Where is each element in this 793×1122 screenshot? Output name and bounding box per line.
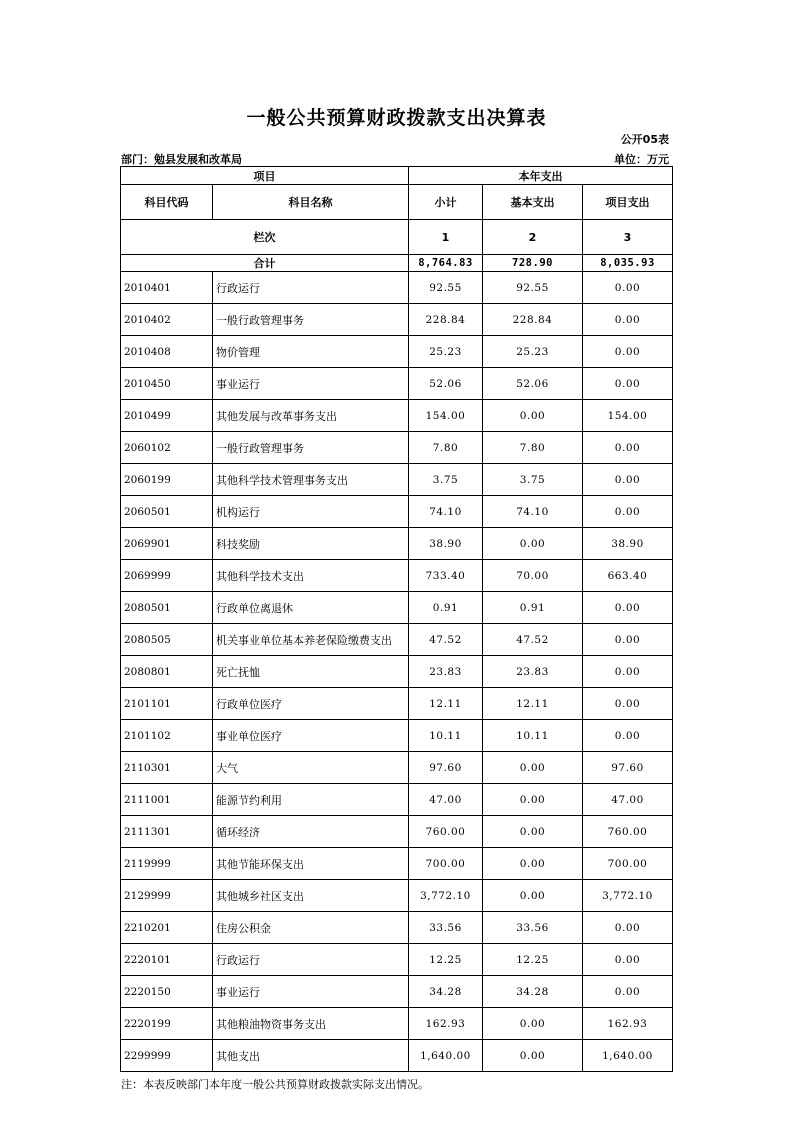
row-subtotal: 3,772.10 <box>409 880 483 912</box>
row-subtotal: 34.28 <box>409 976 483 1008</box>
row-basic: 33.56 <box>483 912 583 944</box>
row-subtotal: 0.91 <box>409 592 483 624</box>
row-basic: 0.00 <box>483 1008 583 1040</box>
total-project: 8,035.93 <box>583 255 673 272</box>
table-row <box>121 880 673 912</box>
row-code: 2010499 <box>121 400 213 432</box>
row-subtotal: 154.00 <box>409 400 483 432</box>
row-basic: 0.91 <box>483 592 583 624</box>
total-basic: 728.90 <box>483 255 583 272</box>
row-subtotal: 97.60 <box>409 752 483 784</box>
row-basic: 0.00 <box>483 880 583 912</box>
row-project: 0.00 <box>583 336 673 368</box>
row-name: 行政运行 <box>213 944 409 976</box>
row-project: 0.00 <box>583 368 673 400</box>
total-label: 合计 <box>121 255 409 272</box>
row-name: 能源节约利用 <box>213 784 409 816</box>
table-row <box>121 624 673 656</box>
unit-label: 单位：万元 <box>614 153 669 166</box>
row-basic: 0.00 <box>483 400 583 432</box>
total-row <box>121 255 673 272</box>
row-name: 行政单位离退休 <box>213 592 409 624</box>
department-label: 部门：勉县发展和改革局 <box>121 153 242 166</box>
row-code: 2101102 <box>121 720 213 752</box>
row-project: 0.00 <box>583 624 673 656</box>
row-basic: 228.84 <box>483 304 583 336</box>
row-basic: 0.00 <box>483 848 583 880</box>
row-project: 700.00 <box>583 848 673 880</box>
row-subtotal: 25.23 <box>409 336 483 368</box>
row-code: 2010402 <box>121 304 213 336</box>
row-project: 0.00 <box>583 496 673 528</box>
row-basic: 52.06 <box>483 368 583 400</box>
table-row <box>121 1008 673 1040</box>
expenditure-table <box>120 166 673 1072</box>
row-project: 663.40 <box>583 560 673 592</box>
row-name: 其他粮油物资事务支出 <box>213 1008 409 1040</box>
row-subtotal: 92.55 <box>409 272 483 304</box>
row-code: 2080501 <box>121 592 213 624</box>
row-code: 2220150 <box>121 976 213 1008</box>
header-project-exp: 项目支出 <box>583 185 673 220</box>
footnote: 注：本表反映部门本年度一般公共预算财政拨款实际支出情况。 <box>121 1078 429 1091</box>
row-project: 154.00 <box>583 400 673 432</box>
row-name: 机关事业单位基本养老保险缴费支出 <box>213 624 409 656</box>
row-project: 3,772.10 <box>583 880 673 912</box>
row-basic: 0.00 <box>483 784 583 816</box>
row-project: 38.90 <box>583 528 673 560</box>
row-name: 其他科学技术支出 <box>213 560 409 592</box>
header-current-year: 本年支出 <box>409 167 673 185</box>
header-col-2: 2 <box>483 220 583 255</box>
row-subtotal: 33.56 <box>409 912 483 944</box>
row-project: 97.60 <box>583 752 673 784</box>
row-basic: 0.00 <box>483 528 583 560</box>
row-subtotal: 162.93 <box>409 1008 483 1040</box>
row-code: 2119999 <box>121 848 213 880</box>
table-row <box>121 304 673 336</box>
row-code: 2010401 <box>121 272 213 304</box>
row-subtotal: 47.00 <box>409 784 483 816</box>
header-row-order <box>121 220 673 255</box>
row-basic: 0.00 <box>483 752 583 784</box>
row-basic: 12.11 <box>483 688 583 720</box>
header-col-3: 3 <box>583 220 673 255</box>
table-row <box>121 912 673 944</box>
row-subtotal: 74.10 <box>409 496 483 528</box>
table-row <box>121 560 673 592</box>
header-code: 科目代码 <box>121 185 213 220</box>
row-basic: 92.55 <box>483 272 583 304</box>
header-basic: 基本支出 <box>483 185 583 220</box>
row-code: 2060501 <box>121 496 213 528</box>
row-basic: 7.80 <box>483 432 583 464</box>
row-basic: 34.28 <box>483 976 583 1008</box>
row-code: 2111001 <box>121 784 213 816</box>
row-code: 2220199 <box>121 1008 213 1040</box>
row-name: 其他发展与改革事务支出 <box>213 400 409 432</box>
header-project: 项目 <box>121 167 409 185</box>
header-col-1: 1 <box>409 220 483 255</box>
row-name: 其他支出 <box>213 1040 409 1072</box>
row-subtotal: 12.25 <box>409 944 483 976</box>
row-name: 行政运行 <box>213 272 409 304</box>
row-basic: 0.00 <box>483 816 583 848</box>
row-name: 机构运行 <box>213 496 409 528</box>
row-project: 0.00 <box>583 688 673 720</box>
page-title: 一般公共预算财政拨款支出决算表 <box>246 107 547 129</box>
row-code: 2060199 <box>121 464 213 496</box>
table-row <box>121 368 673 400</box>
row-name: 大气 <box>213 752 409 784</box>
row-name: 事业运行 <box>213 976 409 1008</box>
header-name: 科目名称 <box>213 185 409 220</box>
row-subtotal: 12.11 <box>409 688 483 720</box>
table-row <box>121 752 673 784</box>
table-row <box>121 944 673 976</box>
row-subtotal: 38.90 <box>409 528 483 560</box>
row-subtotal: 7.80 <box>409 432 483 464</box>
header-row-group <box>121 167 673 185</box>
row-basic: 0.00 <box>483 1040 583 1072</box>
row-code: 2010408 <box>121 336 213 368</box>
row-project: 0.00 <box>583 976 673 1008</box>
table-row <box>121 848 673 880</box>
row-subtotal: 47.52 <box>409 624 483 656</box>
row-name: 其他节能环保支出 <box>213 848 409 880</box>
table-row <box>121 688 673 720</box>
row-basic: 25.23 <box>483 336 583 368</box>
row-project: 0.00 <box>583 464 673 496</box>
row-project: 760.00 <box>583 816 673 848</box>
table-row <box>121 432 673 464</box>
row-project: 0.00 <box>583 944 673 976</box>
row-name: 事业运行 <box>213 368 409 400</box>
table-row <box>121 336 673 368</box>
row-name: 行政单位医疗 <box>213 688 409 720</box>
header-subtotal: 小计 <box>409 185 483 220</box>
row-subtotal: 10.11 <box>409 720 483 752</box>
row-name: 物价管理 <box>213 336 409 368</box>
row-code: 2080801 <box>121 656 213 688</box>
row-name: 死亡抚恤 <box>213 656 409 688</box>
row-project: 0.00 <box>583 304 673 336</box>
row-code: 2010450 <box>121 368 213 400</box>
total-subtotal: 8,764.83 <box>409 255 483 272</box>
row-subtotal: 3.75 <box>409 464 483 496</box>
table-row <box>121 272 673 304</box>
row-name: 其他科学技术管理事务支出 <box>213 464 409 496</box>
row-name: 循环经济 <box>213 816 409 848</box>
table-row <box>121 976 673 1008</box>
row-basic: 10.11 <box>483 720 583 752</box>
table-row <box>121 1040 673 1072</box>
row-name: 一般行政管理事务 <box>213 432 409 464</box>
table-row <box>121 720 673 752</box>
form-number: 公开05表 <box>620 133 669 146</box>
row-project: 0.00 <box>583 592 673 624</box>
row-code: 2069999 <box>121 560 213 592</box>
row-code: 2110301 <box>121 752 213 784</box>
row-basic: 47.52 <box>483 624 583 656</box>
row-code: 2210201 <box>121 912 213 944</box>
table-row <box>121 464 673 496</box>
row-subtotal: 228.84 <box>409 304 483 336</box>
table-row <box>121 784 673 816</box>
table-row <box>121 816 673 848</box>
header-column-order: 栏次 <box>121 220 409 255</box>
header-row-columns <box>121 185 673 220</box>
row-name: 科技奖励 <box>213 528 409 560</box>
row-project: 1,640.00 <box>583 1040 673 1072</box>
row-code: 2220101 <box>121 944 213 976</box>
row-code: 2111301 <box>121 816 213 848</box>
row-project: 0.00 <box>583 432 673 464</box>
row-subtotal: 52.06 <box>409 368 483 400</box>
row-project: 162.93 <box>583 1008 673 1040</box>
row-project: 0.00 <box>583 720 673 752</box>
row-code: 2129999 <box>121 880 213 912</box>
row-code: 2080505 <box>121 624 213 656</box>
table-row <box>121 656 673 688</box>
row-basic: 74.10 <box>483 496 583 528</box>
row-code: 2069901 <box>121 528 213 560</box>
table-row <box>121 528 673 560</box>
row-code: 2299999 <box>121 1040 213 1072</box>
row-subtotal: 733.40 <box>409 560 483 592</box>
table-row <box>121 592 673 624</box>
row-code: 2060102 <box>121 432 213 464</box>
row-basic: 23.83 <box>483 656 583 688</box>
table-row <box>121 496 673 528</box>
row-name: 其他城乡社区支出 <box>213 880 409 912</box>
row-subtotal: 760.00 <box>409 816 483 848</box>
table-row <box>121 400 673 432</box>
row-name: 事业单位医疗 <box>213 720 409 752</box>
row-project: 0.00 <box>583 272 673 304</box>
row-subtotal: 23.83 <box>409 656 483 688</box>
row-name: 一般行政管理事务 <box>213 304 409 336</box>
row-code: 2101101 <box>121 688 213 720</box>
row-basic: 12.25 <box>483 944 583 976</box>
row-project: 0.00 <box>583 912 673 944</box>
row-project: 0.00 <box>583 656 673 688</box>
row-basic: 70.00 <box>483 560 583 592</box>
row-subtotal: 700.00 <box>409 848 483 880</box>
row-project: 47.00 <box>583 784 673 816</box>
row-basic: 3.75 <box>483 464 583 496</box>
row-subtotal: 1,640.00 <box>409 1040 483 1072</box>
row-name: 住房公积金 <box>213 912 409 944</box>
